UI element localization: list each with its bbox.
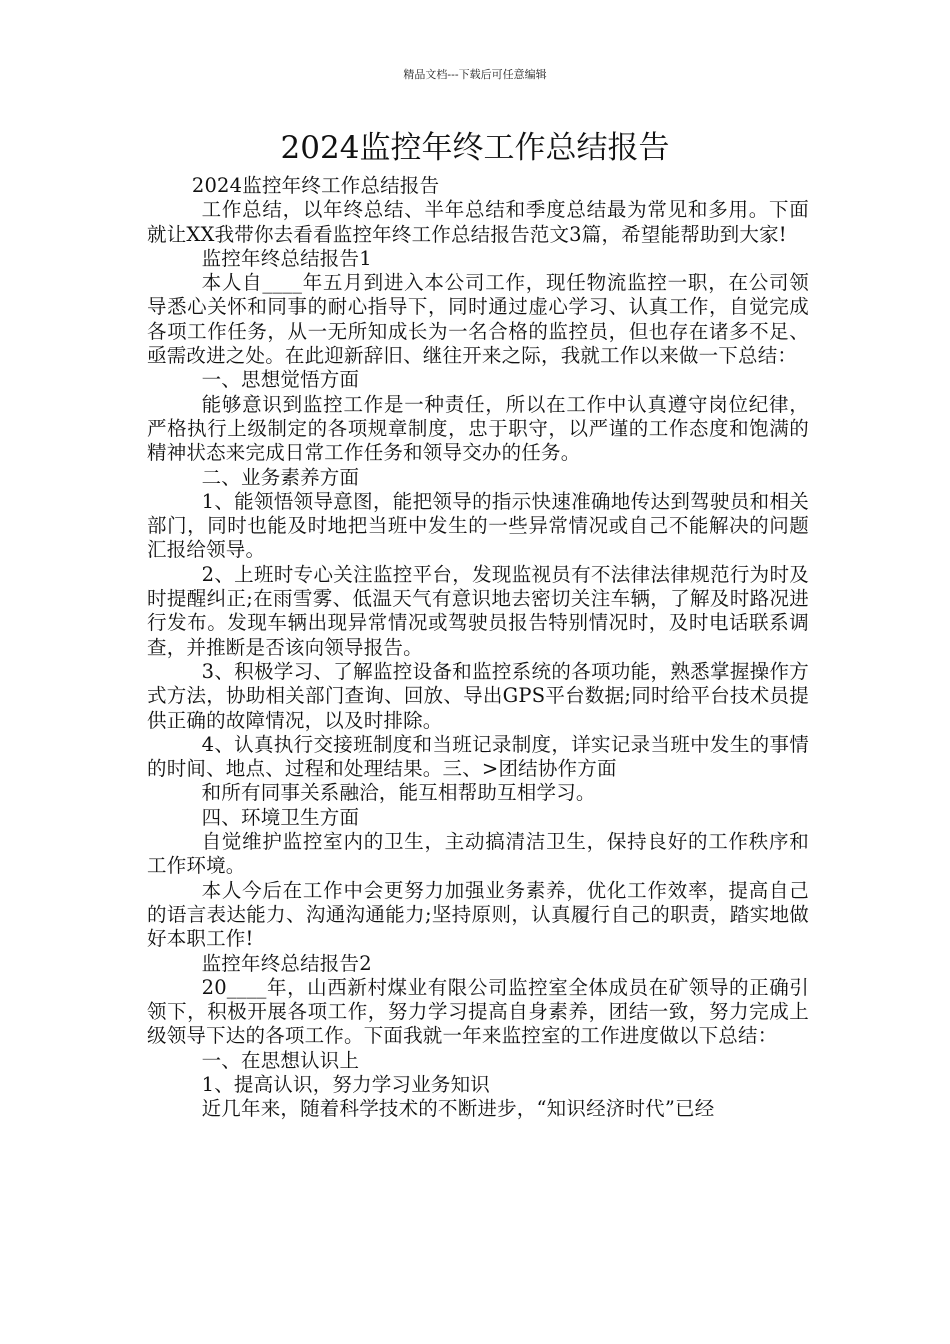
body-paragraph: 能够意识到监控工作是一种责任，所以在工作中认真遵守岗位纪律，严格执行上级制定的各项规章制度，忠于职守，以严谨的工作态度和饱满的精神状态来完成日常工作任务和领导交办的任务。 (147, 392, 809, 465)
body-paragraph: 1、能领悟领导意图，能把领导的指示快速准确地传达到驾驶员和相关部门，同时也能及时地把当班中发生的一些异常情况或自己不能解决的问题汇报给领导。 (147, 489, 809, 562)
document-body (147, 174, 809, 1122)
body-paragraph: 自觉维护监控室内的卫生，主动搞清洁卫生，保持良好的工作秩序和工作环境。 (147, 830, 809, 878)
page-header: 精品文档---下载后可任意编辑 (403, 68, 547, 81)
section-heading-report-1: 监控年终总结报告1 (201, 246, 372, 270)
body-paragraph: 本人自____年五月到进入本公司工作，现任物流监控一职，在公司领导悉心关怀和同事的耐心指导下，同时通过虚心学习、认真工作，自觉完成各项工作任务，从一无所知成长为一名合格的监控员，但也存在诸多不足、亟需改进之处。在此迎新辞旧、继往开来之际，我就工作以来做一下总结： (147, 271, 809, 368)
body-paragraph: 近几年来，随着科学技术的不断进步，“知识经济时代”已经 (201, 1097, 715, 1121)
subsection-heading: 1、提高认识，努力学习业务知识 (201, 1072, 491, 1096)
body-paragraph: 20____年，山西新村煤业有限公司监控室全体成员在矿领导的正确引领下，积极开展各项工作，努力学习提高自身素养，团结一致，努力完成上级领导下达的各项工作。下面我就一年来监控室的工作进度做以下总结： (147, 975, 809, 1048)
subsection-heading: 四、环境卫生方面 (201, 805, 360, 829)
section-heading-report-2: 监控年终总结报告2 (201, 951, 372, 975)
subsection-heading: 一、在思想认识上 (201, 1048, 360, 1072)
body-paragraph: 和所有同事关系融洽，能互相帮助互相学习。 (201, 781, 596, 805)
document-subtitle: 2024监控年终工作总结报告 (191, 174, 440, 197)
body-paragraph: 4、认真执行交接班制度和当班记录制度，详实记录当班中发生的事情的时间、地点、过程和处理结果。三、>团结协作方面 (147, 732, 809, 781)
body-paragraph: 3、积极学习、了解监控设备和监控系统的各项功能，熟悉掌握操作方式方法，协助相关部门查询、回放、导出GPS平台数据;同时给平台技术员提供正确的故障情况，以及时排除。 (147, 659, 809, 732)
document-title: 2024监控年终工作总结报告 (280, 130, 670, 166)
body-paragraph: 本人今后在工作中会更努力加强业务素养，优化工作效率，提高自己的语言表达能力、沟通沟通能力;坚持原则，认真履行自己的职责，踏实地做好本职工作! (147, 878, 809, 951)
subsection-heading: 一、思想觉悟方面 (201, 368, 360, 392)
intro-paragraph: 工作总结，以年终总结、半年总结和季度总结最为常见和多用。下面就让XX我带你去看看监控年终工作总结报告范文3篇，希望能帮助到大家! (147, 198, 809, 246)
body-paragraph: 2、上班时专心关注监控平台，发现监视员有不法律法律规范行为时及时提醒纠正;在雨雪雾、低温天气有意识地去密切关注车辆，了解及时路况进行发布。发现车辆出现异常情况或驾驶员报告特别情况时，及时电话联系调查，并推断是否该向领导报告。 (147, 562, 809, 659)
subsection-heading: 二、业务素养方面 (201, 465, 360, 489)
